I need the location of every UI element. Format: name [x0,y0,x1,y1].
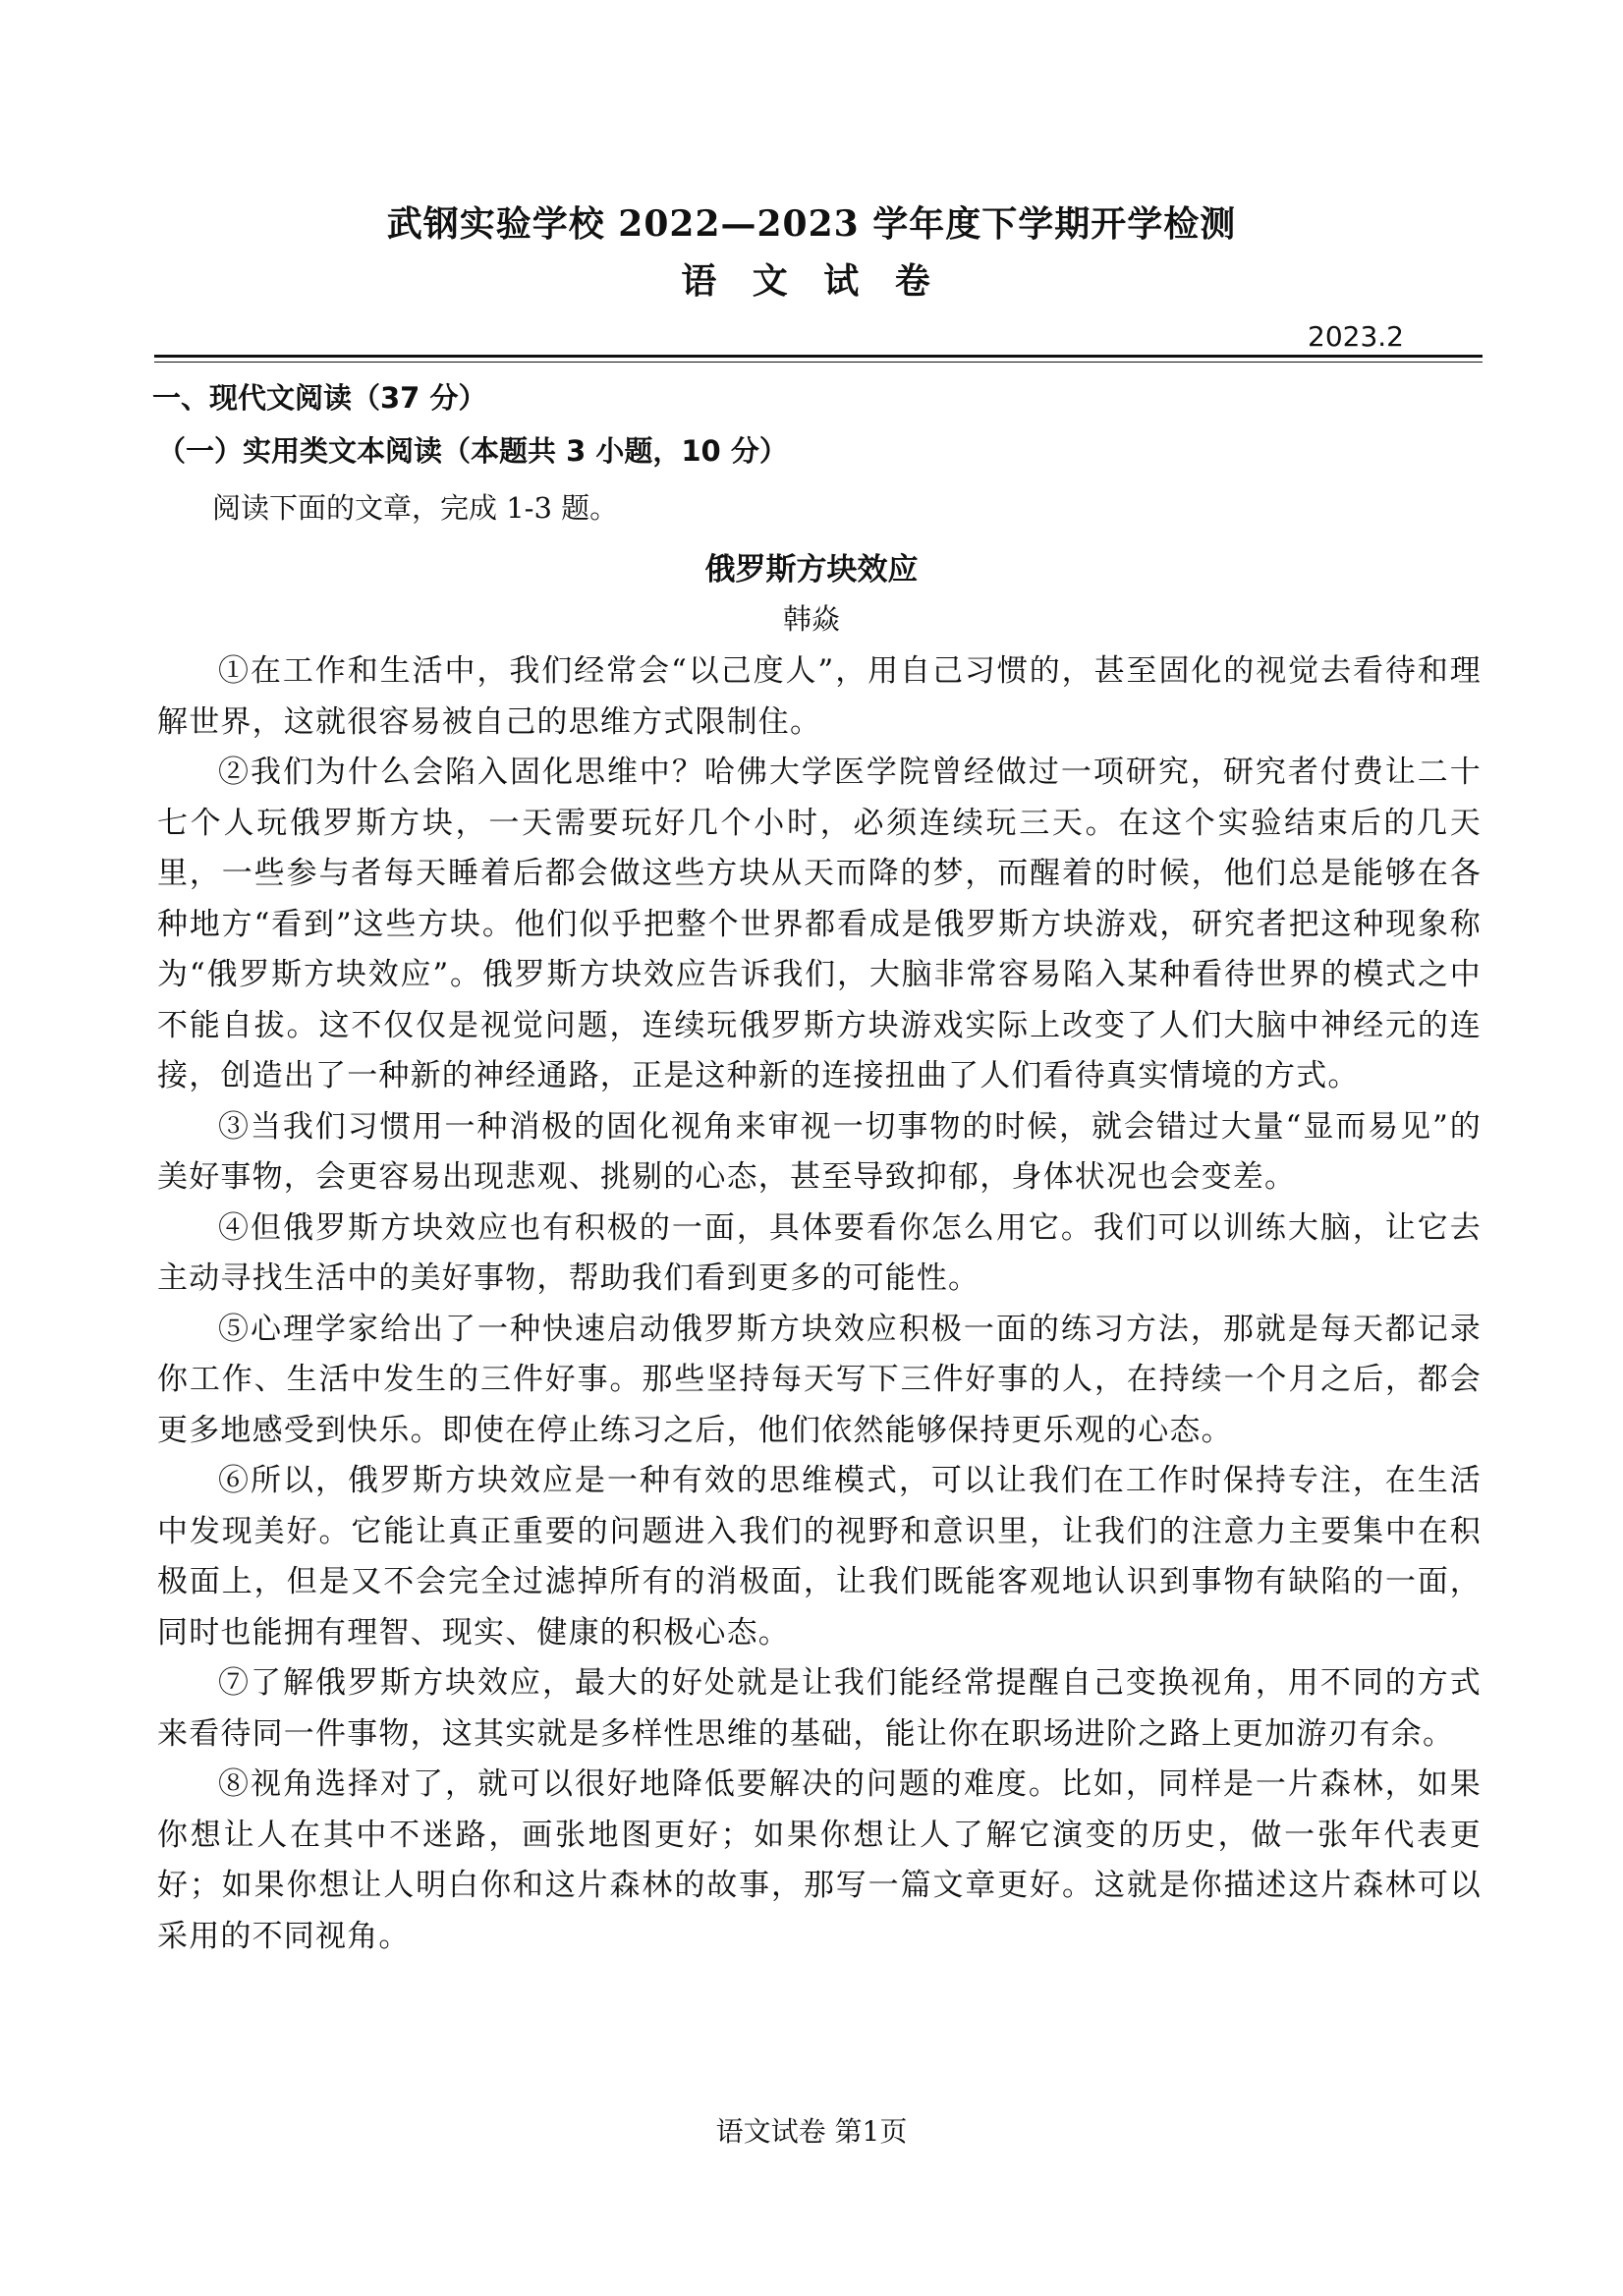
article-paragraph-7: ⑦了解俄罗斯方块效应，最大的好处就是让我们能经常提醒自己变换视角，用不同的方式来看待同一件事物，这其实就是多样性思维的基础，能让你在职场进阶之路上更加游刃有余。 [157,1665,1482,1752]
article-paragraph-4: ④但俄罗斯方块效应也有积极的一面，具体要看你怎么用它。我们可以训练大脑，让它去主动寻找生活中的美好事物，帮助我们看到更多的可能性。 [157,1209,1482,1296]
reading-instruction: 阅读下面的文章，完成 1-3 题。 [212,491,619,525]
header-rule-thin [154,362,1483,363]
page-footer: 语文试卷 第1页 [715,2115,908,2148]
article-paragraph-8: ⑧视角选择对了，就可以很好地降低要解决的问题的难度。比如，同样是一片森林，如果你想让人在其中不迷路，画张地图更好；如果你想让人了解它演变的历史，做一张年代表更好；如果你想让人明白你和这片森林的故事，那写一篇文章更好。这就是你描述这片森林可以采用的不同视角。 [157,1766,1482,1954]
article-author: 韩焱 [782,602,840,636]
article-body [157,646,1482,1962]
exam-title: 武钢实验学校 2022—2023 学年度下学期开学检测 [386,203,1237,245]
section-heading-practical-reading: （一）实用类文本阅读（本题共 3 小题，10 分） [157,434,788,468]
section-heading-part1: 一、现代文阅读（37 分） [152,381,487,415]
article-title: 俄罗斯方块效应 [704,552,919,588]
exam-subtitle: 语 文 试 卷 [681,260,942,302]
article-paragraph-2: ②我们为什么会陷入固化思维中？哈佛大学医学院曾经做过一项研究，研究者付费让二十七个人玩俄罗斯方块，一天需要玩好几个小时，必须连续玩三天。在这个实验结束后的几天里，一些参与者每天睡着后都会做这些方块从天而降的梦，而醒着的时候，他们总是能够在各种地方“看到”这些方块。他们似乎把整个世界都看成是俄罗斯方块游戏，研究者把这种现象称为“俄罗斯方块效应”。俄罗斯方块效应告诉我们，大脑非常容易陷入某种看待世界的模式之中不能自拔。这不仅仅是视觉问题，连续玩俄罗斯方块游戏实际上改变了人们大脑中神经元的连接，创造出了一种新的神经通路，正是这种新的连接扭曲了人们看待真实情境的方式。 [157,755,1482,1093]
article-paragraph-5: ⑤心理学家给出了一种快速启动俄罗斯方块效应积极一面的练习方法，那就是每天都记录你工作、生活中发生的三件好事。那些坚持每天写下三件好事的人，在持续一个月之后，都会更多地感受到快乐。即使在停止练习之后，他们依然能够保持更乐观的心态。 [157,1311,1482,1448]
article-paragraph-6: ⑥所以，俄罗斯方块效应是一种有效的思维模式，可以让我们在工作时保持专注，在生活中发现美好。它能让真正重要的问题进入我们的视野和意识里，让我们的注意力主要集中在积极面上，但是又不会完全过滤掉所有的消极面，让我们既能客观地认识到事物有缺陷的一面，同时也能拥有理智、现实、健康的积极心态。 [157,1463,1482,1651]
exam-date: 2023.2 [1308,320,1404,353]
header-rule-thick [154,355,1483,358]
article-paragraph-1: ①在工作和生活中，我们经常会“以己度人”，用自己习惯的，甚至固化的视觉去看待和理解世界，这就很容易被自己的思维方式限制住。 [157,653,1482,740]
article-paragraph-3: ③当我们习惯用一种消极的固化视角来审视一切事物的时候，就会错过大量“显而易见”的美好事物，会更容易出现悲观、挑剔的心态，甚至导致抑郁，身体状况也会变差。 [157,1108,1482,1195]
